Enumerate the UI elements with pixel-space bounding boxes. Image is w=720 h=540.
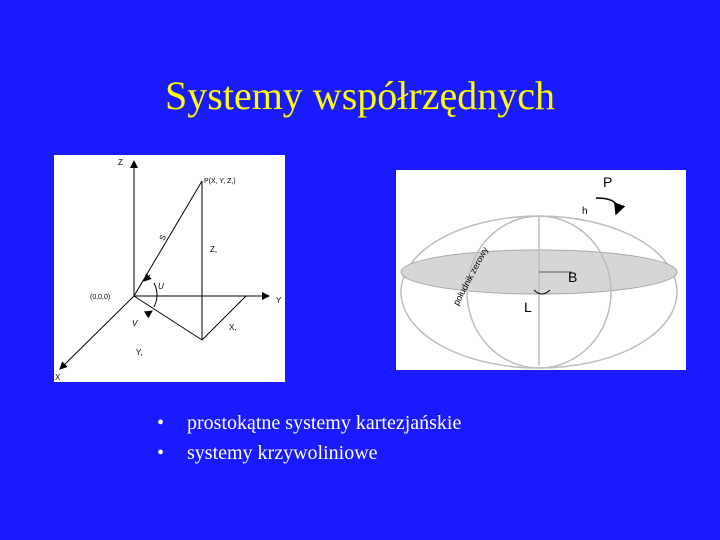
projection-foot-line: [134, 296, 202, 340]
label-point-p: P(X, Y, Z,): [204, 178, 236, 185]
cartesian-diagram-svg: [54, 155, 285, 382]
label-z-prime: Z,: [210, 245, 218, 254]
label-axis-x: X: [55, 373, 61, 382]
label-s: S: [157, 233, 169, 243]
label-v: V: [132, 319, 138, 328]
label-l: L: [524, 299, 532, 315]
bullet-symbol: •: [157, 412, 165, 434]
projection-y-line: [202, 296, 246, 340]
label-h: h: [582, 206, 588, 217]
label-p: P: [603, 174, 613, 190]
label-b: B: [568, 269, 578, 285]
bullet-symbol: •: [157, 442, 165, 464]
bullet-text: systemy krzywoliniowe: [187, 442, 378, 464]
ellipsoid-diagram: [396, 170, 686, 370]
ellipsoid-diagram-svg: [396, 170, 686, 370]
cartesian-diagram: [54, 155, 285, 382]
x-axis: [60, 296, 134, 369]
angle-v-arrow: [146, 311, 152, 315]
label-x-prime: X,: [229, 323, 237, 332]
label-u: U: [158, 282, 164, 291]
vector-s: [134, 181, 202, 296]
bullet-item: [155, 438, 461, 468]
label-meridian: południk zerowy: [450, 245, 491, 307]
angle-u-arc: [154, 283, 157, 307]
bullet-text: prostokątne systemy kartezjańskie: [187, 412, 462, 434]
height-arrow: [596, 198, 617, 214]
bullet-item: [155, 408, 461, 438]
label-axis-y: Y: [276, 296, 282, 305]
slide-title: Systemy współrzędnych: [165, 73, 555, 118]
label-axis-z: Z: [118, 158, 123, 167]
label-origin: (0,0,0): [90, 294, 111, 301]
label-y-prime: Y,: [136, 348, 143, 357]
bullet-list: [155, 408, 461, 468]
